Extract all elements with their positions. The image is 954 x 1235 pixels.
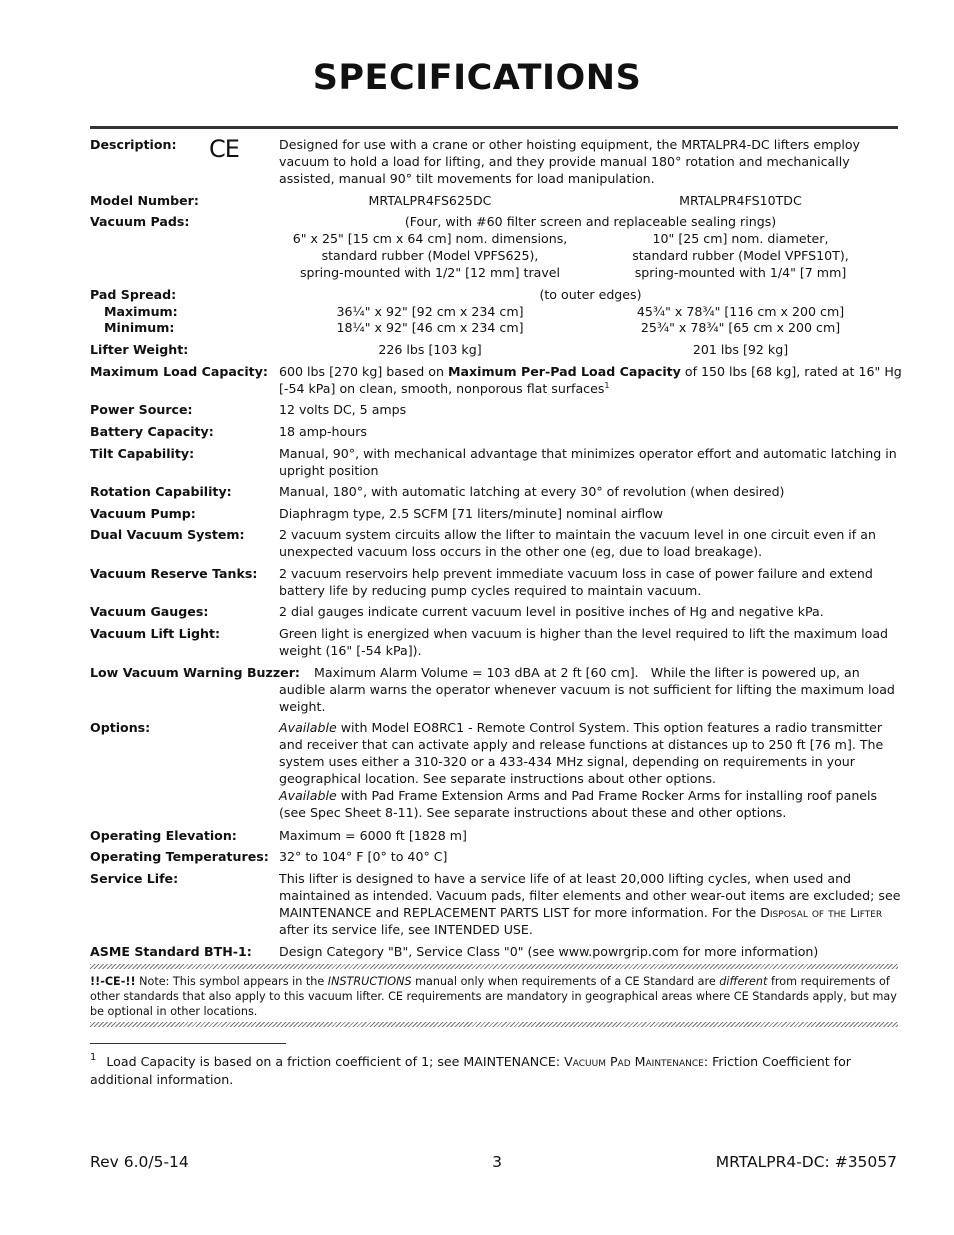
- pad-spread-common: (to outer edges): [539, 287, 642, 302]
- divider-zigzag: [90, 964, 898, 969]
- footnote-number: 1: [90, 1052, 97, 1063]
- spec-label: Operating Elevation:: [90, 828, 237, 843]
- text: : Friction Coefficient for additional information.: [90, 1054, 851, 1087]
- text-line: standard rubber (Model VPFS10T),: [632, 248, 849, 263]
- spec-label: Operating Temperatures:: [90, 849, 269, 864]
- text-line: 6" x 25" [15 cm x 64 cm] nom. dimensions,: [292, 231, 568, 246]
- model-col-1: MRTALPR4FS625DC: [368, 193, 492, 208]
- spec-label: Lifter Weight:: [90, 342, 189, 357]
- footnote-rule: [90, 1043, 286, 1044]
- footer-doc-id: MRTALPR4-DC: #35057: [715, 1153, 897, 1171]
- spec-label: Description:: [90, 137, 177, 152]
- spec-label: Vacuum Lift Light:: [90, 626, 221, 641]
- spec-value: 32° to 104° F [0° to 40° C]: [279, 849, 448, 864]
- vacuum-pads-common: (Four, with #60 filter screen and replaceable sealing rings): [404, 214, 777, 229]
- spec-value: Diaphragm type, 2.5 SCFM [71 liters/minute] nominal airflow: [279, 506, 664, 521]
- spec-label: Power Source:: [90, 402, 193, 417]
- pad-spread-max-1: 36¼" x 92" [92 cm x 234 cm]: [336, 304, 524, 319]
- text: of 150 lbs [68 kg], rated at 16" Hg [-54 kPa] on clean, smooth, nonporous flat surfaces: [279, 364, 902, 396]
- footer-page-number: 3: [492, 1153, 502, 1171]
- spec-label: Vacuum Reserve Tanks:: [90, 566, 258, 581]
- spec-value: Design Category "B", Service Class "0" (see www.powrgrip.com for more information): [279, 944, 819, 959]
- lifter-weight-1: 226 lbs [103 kg]: [378, 342, 482, 357]
- spec-value: 18 amp-hours: [279, 424, 367, 439]
- text: with Pad Frame Extension Arms and Pad Frame Rocker Arms for installing roof panels (see Spec Sheet 8-11). See separate instructions about these and other options.: [279, 788, 878, 820]
- spec-value: Designed for use with a crane or other hoisting equipment, the MRTALPR4-DC lifters employ vacuum to hold a load for lifting, and they provide manual 180° rotation and mechanically assisted, manual 90° tilt movements for load manipulation.: [279, 137, 861, 186]
- text: This lifter is designed to have a service life of at least 20,000 lifting cycles, when used and maintained as intended. Vacuum pads, filter elements and other wear-out items are excluded; see MAINTENANCE and REPLACEMENT PARTS LIST for more information. For the: [279, 871, 901, 920]
- option-arms: [279, 787, 902, 821]
- spec-sublabel-min: Minimum:: [104, 320, 175, 335]
- pad-spread-max-2: 45¾" x 78¾" [116 cm x 200 cm]: [636, 304, 845, 319]
- spec-value: Manual, 90°, with mechanical advantage that minimizes operator effort and automatic latching in upright position: [279, 446, 897, 478]
- spec-value: audible alarm warns the operator whenever vacuum is not sufficient for lifting the maximum load weight.: [279, 682, 895, 714]
- footer-rev: Rev 6.0/5-14: [90, 1153, 189, 1171]
- text-line: 10" [25 cm] nom. diameter,: [652, 231, 829, 246]
- text-line: standard rubber (Model VPFS625),: [321, 248, 539, 263]
- spec-value: Maximum = 6000 ft [1828 m]: [279, 828, 467, 843]
- divider-zigzag: [90, 1022, 898, 1027]
- text-line: spring-mounted with 1/2" [12 mm] travel: [299, 265, 561, 280]
- text-italic: Available: [279, 720, 337, 735]
- spec-value-first-line: Maximum Alarm Volume = 103 dBA at 2 ft [60 cm]. While the lifter is powered up, an: [314, 665, 860, 680]
- spec-label: Battery Capacity:: [90, 424, 214, 439]
- model-col-2: MRTALPR4FS10TDC: [679, 193, 802, 208]
- footnote: [90, 1053, 890, 1089]
- pad-spread-min-1: 18¼" x 92" [46 cm x 234 cm]: [336, 320, 524, 335]
- spec-value: [279, 719, 902, 821]
- spec-value: [279, 870, 902, 938]
- pad-spread-min-2: 25¾" x 78¾" [65 cm x 200 cm]: [640, 320, 841, 335]
- spec-value: [279, 363, 902, 397]
- spec-value: Manual, 180°, with automatic latching at every 30° of revolution (when desired): [279, 484, 785, 499]
- text: Load Capacity is based on a friction coefficient of 1; see MAINTENANCE:: [106, 1054, 565, 1069]
- spec-label: Options:: [90, 720, 151, 735]
- spec-value: 2 vacuum system circuits allow the lifter to maintain the vacuum level in one circuit even if an unexpected vacuum loss occurs in the other one (eg, due to load breakage).: [279, 527, 876, 559]
- spec-value: 2 vacuum reservoirs help prevent immediate vacuum loss in case of power failure and extend battery life by reducing pump cycles required to maintain vacuum.: [279, 566, 873, 598]
- lifter-weight-2: 201 lbs [92 kg]: [692, 342, 789, 357]
- spec-label: Dual Vacuum System:: [90, 527, 245, 542]
- text-smallcaps: Disposal of the Lifter: [760, 905, 883, 920]
- text-smallcaps: Vacuum Pad Maintenance: [564, 1054, 704, 1069]
- spec-value: 2 dial gauges indicate current vacuum level in positive inches of Hg and negative kPa.: [279, 604, 824, 619]
- text: from requirements of other standards that also apply to this vacuum lifter. CE requirements are mandatory in geographical areas where CE Standards apply, but may be optional in other locations.: [90, 975, 897, 1018]
- spec-sublabel-max: Maximum:: [104, 304, 178, 319]
- spec-label: Maximum Load Capacity:: [90, 364, 268, 379]
- text: 600 lbs [270 kg] based on: [279, 364, 448, 379]
- spec-label: Vacuum Pads:: [90, 214, 190, 229]
- title-rule: [90, 126, 898, 129]
- ce-tag: !!-CE-!!: [90, 975, 136, 988]
- spec-label: Low Vacuum Warning Buzzer:: [90, 665, 300, 680]
- spec-label: Pad Spread:: [90, 287, 177, 302]
- ce-note: [90, 974, 900, 1019]
- spec-label: Rotation Capability:: [90, 484, 232, 499]
- text: manual only when requirements of a CE Standard are: [411, 975, 720, 988]
- spec-value: Green light is energized when vacuum is higher than the level required to lift the maximum load weight (16" [-54 kPa]).: [279, 626, 889, 658]
- text-italic: Available: [279, 788, 337, 803]
- page-title: SPECIFICATIONS: [312, 58, 642, 98]
- option-remote: [279, 719, 902, 787]
- spec-label: Tilt Capability:: [90, 446, 195, 461]
- text: with Model EO8RC1 - Remote Control System. This option features a radio transmitter and receiver that can activate apply and release functions at distances up to 250 ft [76 m]. The system uses either a 310-320 or a 433-434 MHz signal, depending on requirements in your geographical location. See separate instructions about other options.: [279, 720, 884, 786]
- spec-label: Vacuum Gauges:: [90, 604, 209, 619]
- spec-label: Model Number:: [90, 193, 199, 208]
- spec-value: 12 volts DC, 5 amps: [279, 402, 407, 417]
- text-italic: INSTRUCTIONS: [327, 975, 412, 988]
- text-bold: Maximum Per-Pad Load Capacity: [447, 364, 681, 379]
- spec-label: ASME Standard BTH-1:: [90, 944, 252, 959]
- text: after its service life, see INTENDED USE.: [279, 922, 533, 937]
- ce-mark-icon: CE: [209, 135, 239, 163]
- text-line: spring-mounted with 1/4" [7 mm]: [634, 265, 847, 280]
- vacuum-pads-col-2: [589, 230, 892, 281]
- text: Note: This symbol appears in the: [135, 975, 328, 988]
- text-italic: different: [719, 975, 768, 988]
- spec-label: Vacuum Pump:: [90, 506, 196, 521]
- spec-label: Service Life:: [90, 871, 179, 886]
- footnote-ref: 1: [604, 380, 610, 390]
- vacuum-pads-col-1: [279, 230, 581, 281]
